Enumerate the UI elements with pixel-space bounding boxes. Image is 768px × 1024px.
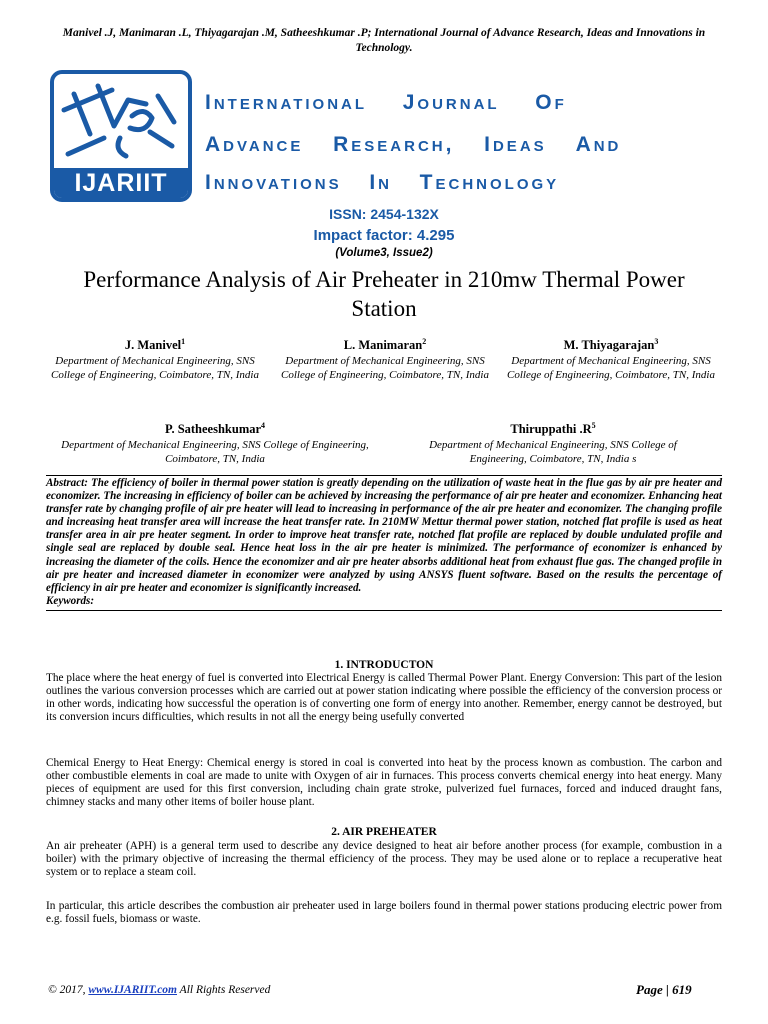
journal-logo (50, 70, 192, 202)
page-number: Page | 619 (636, 982, 692, 997)
author-card (275, 335, 495, 382)
paragraph: Chemical Energy to Heat Energy: Chemical energy is stored in coal is converted into heat by the process known as combustion. The carbon and other combustible elements in coal are made to unite with Oxygen of air in furnaces. This process converts chemical energy into heat energy. Many pieces of equipment are used for this first conversion, including chain grate stroke, pulverized fuel furnaces, forced and induced draught fans, chimney stacks and many other items of boiler house plant. (46, 757, 722, 809)
author-card (400, 419, 706, 466)
paragraph: An air preheater (APH) is a general term used to describe any device designed to heat air before another process (for example, combustion in a boiler) with the primary objective of increasing the thermal efficiency of the process. They may be used alone or to replace a recuperative heat system or to replace a steam coil. (46, 840, 722, 879)
author-affiliation: Department of Mechanical Engineering, SNS College of Engineering, Coimbatore, TN, India (61, 439, 369, 466)
issn: ISSN: 2454-132X (329, 206, 439, 222)
journal-word: Innovations (205, 171, 342, 194)
author-affiliation: Department of Mechanical Engineering, SNS College of Engineering, Coimbatore, TN, India s (429, 439, 677, 466)
author-affiliation: Department of Mechanical Engineering, SNS College of Engineering, Coimbatore, TN, India (281, 355, 489, 382)
journal-word: In (369, 171, 392, 194)
author-card (60, 419, 370, 466)
journal-website-link[interactable]: www.IJARIIT.com (88, 984, 177, 996)
abstract-label: Abstract (46, 477, 85, 489)
journal-name-line-1 (205, 88, 567, 118)
abstract (46, 475, 722, 611)
author-affiliation: Department of Mechanical Engineering, SNS College of Engineering, Coimbatore, TN, India (507, 355, 715, 382)
section-heading: 2. AIR PREHEATER (331, 826, 437, 838)
rights-text: All Rights Reserved (179, 984, 271, 996)
author-name: L. Manimaran$^2$ (343, 337, 427, 353)
journal-name-line-2 (205, 130, 621, 160)
paper-title: Performance Analysis of Air Preheater in 210mw Thermal Power Station (83, 267, 685, 321)
section-heading: 1. INTRODUCTON (334, 659, 434, 671)
impact-factor: Impact factor: 4.295 (313, 227, 455, 244)
logo-emblem-icon (54, 74, 188, 168)
logo-text: IJARIIT (54, 168, 188, 198)
journal-name-line-3 (205, 168, 559, 198)
author-name: M. Thiyagarajan$^3$ (563, 337, 659, 353)
journal-word: Research, (333, 133, 455, 156)
author-name: J. Manivel$^1$ (124, 337, 186, 353)
paragraph: In particular, this article describes the combustion air preheater used in large boilers found in thermal power stations producing electric power from e.g. fossil fuels, biomass or waste. (46, 900, 722, 926)
author-name: P. Satheeshkumar$^4$ (164, 421, 266, 437)
running-header: Manivel .J, Manimaran .L, Thiyagarajan .M, Satheeshkumar .P; International Journal of Advance Research, Ideas and Innovations in Technology. (62, 27, 706, 54)
author-affiliation: Department of Mechanical Engineering, SNS College of Engineering, Coimbatore, TN, India (51, 355, 259, 382)
copyright-text: © 2017, (48, 984, 86, 996)
author-card (40, 335, 270, 382)
journal-word: Journal (402, 91, 500, 114)
paragraph: The place where the heat energy of fuel is converted into Electrical Energy is called Thermal Power Plant. Energy Conversion: This part of the lesion outlines the various conversion processes which are carried out at power station indicating where possible the efficiency of the conversion process or in other words, indicating how successful the operation is of converting one form of energy into another. Remember, energy cannot be destroyed, but its conversion incurs difficulties, which results in not all the energy being usefully converted (46, 672, 722, 724)
journal-word: Of (535, 91, 567, 114)
footer-copyright (48, 984, 270, 996)
journal-word: Ideas (484, 133, 547, 156)
abstract-text: : The efficiency of boiler in thermal power station is greatly depending on the utilization of waste heat in the flue gas by air pre heater and economizer. The increasing in efficiency of boiler can be achieved by increasing the performance of air pre heater and economizer. Enhancing heat transfer rate by changing profile of air pre heater will lead to increasing in performance of the air pre heater and economizer. The changing profile and increasing heat transfer area will increase the heat transfer rate. In 210MW Mettur thermal power station, notched flat profile is used as heat transfer area in air pre heater segment. In order to improve heat transfer rate, notched flat profile are replaced by double undulated profile and single seal are replaced by double seal. Hence heat loss in the air pre heater is minimized. The performance of economizer is enhanced by increasing the diameter of the coils. Hence the economizer and air pre heater absorbs additional heat from exhaust flue gas. The changed profile in air pre heater and increased diameter in economizer were analyzed by using ANSYS fluent software. Based on the results the percentage of efficiency in air pre heater and economizer is significantly increased. (46, 477, 722, 594)
journal-word: Advance (205, 133, 304, 156)
volume-issue: (Volume3, Issue2) (335, 247, 433, 259)
journal-word: International (205, 91, 368, 114)
author-card (500, 335, 722, 382)
author-name: Thiruppathi $.R^5$ (510, 421, 596, 437)
keywords: Keywords: (46, 594, 95, 607)
journal-word: And (575, 133, 622, 156)
journal-word: Technology (419, 171, 560, 194)
